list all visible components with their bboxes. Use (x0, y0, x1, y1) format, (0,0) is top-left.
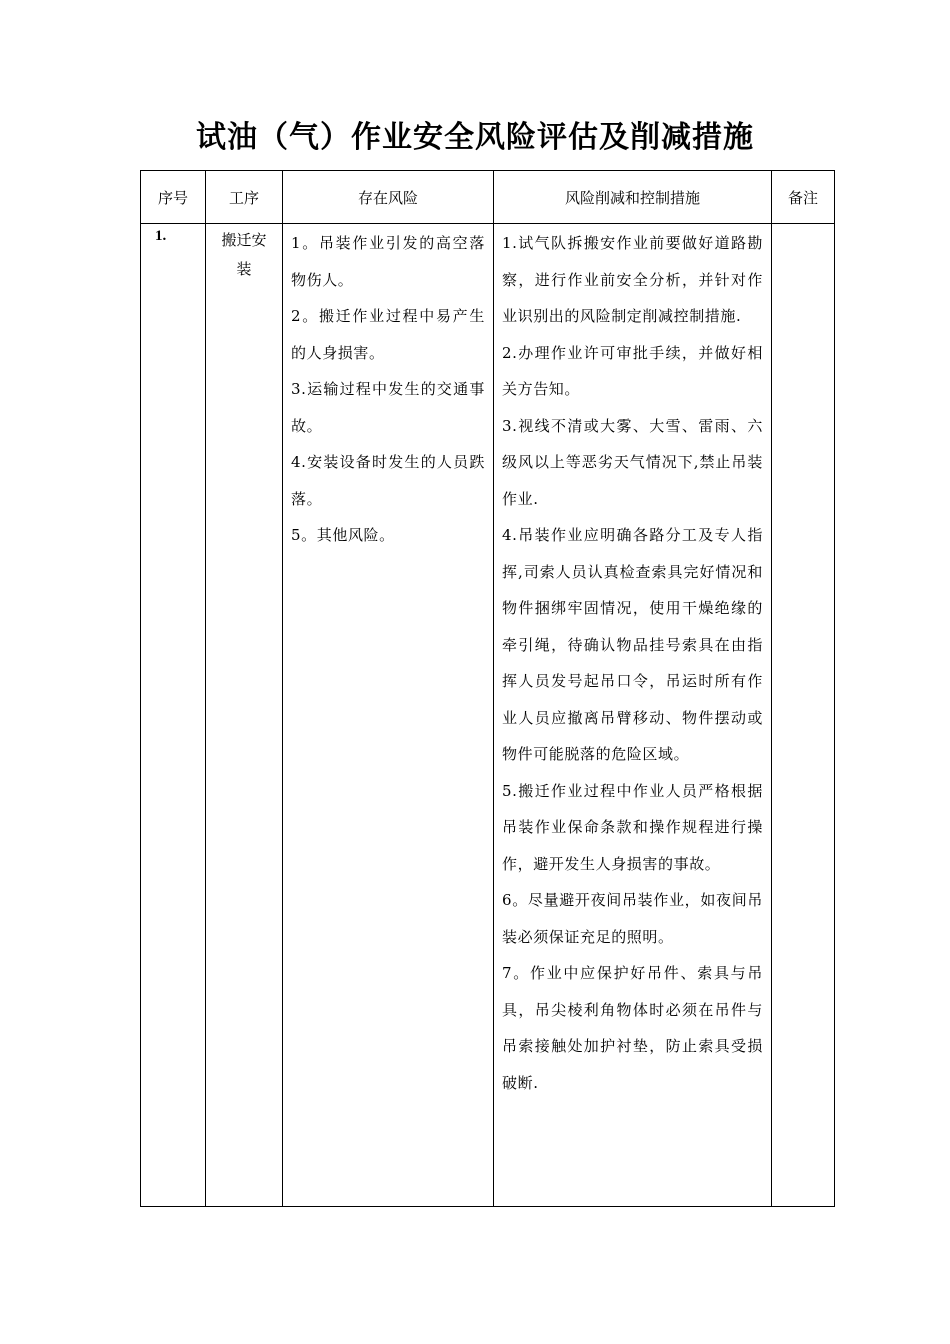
table-row (141, 224, 835, 1207)
risk-assessment-table (140, 170, 835, 1207)
header-seq: 序号 (141, 171, 206, 224)
measure-item: 5.搬迁作业过程中作业人员严格根据吊装作业保命条款和操作规程进行操作，避开发生人身损害的事故。 (502, 781, 763, 873)
risk-item: 2。搬迁作业过程中易产生的人身损害。 (291, 307, 485, 362)
header-risk: 存在风险 (283, 171, 494, 224)
table-header-row (141, 171, 835, 224)
header-process: 工序 (206, 171, 283, 224)
risk-item: 5。其他风险。 (291, 526, 395, 544)
measure-item: 6。尽量避开夜间吊装作业，如夜间吊装必须保证充足的照明。 (502, 891, 763, 946)
header-measures: 风险削减和控制措施 (494, 171, 772, 224)
measure-item: 2.办理作业许可审批手续，并做好相关方告知。 (502, 343, 763, 398)
measure-item: 1.试气队拆搬安作业前要做好道路勘察，进行作业前安全分析，并针对作业识别出的风险制定削减控制措施. (502, 234, 763, 325)
risk-item: 4.安装设备时发生的人员跌落。 (291, 453, 485, 508)
cell-measures (494, 224, 772, 1207)
cell-seq: 1. (141, 224, 206, 1207)
header-note: 备注 (772, 171, 835, 224)
risk-item: 1。吊装作业引发的高空落物伤人。 (291, 234, 485, 289)
measure-item: 4.吊装作业应明确各路分工及专人指挥,司索人员认真检查索具完好情况和物件捆绑牢固情况，使用干燥绝缘的牵引绳，待确认物品挂号索具在由指挥人员发号起吊口令，吊运时所有作业人员应撤离吊臂移动、物件摆动或物件可能脱落的危险区域。 (502, 526, 763, 763)
document-title: 试油（气）作业安全风险评估及削减措施 (196, 120, 754, 155)
cell-risks (283, 224, 494, 1207)
cell-note (772, 224, 835, 1207)
measure-item: 3.视线不清或大雾、大雪、雷雨、六级风以上等恶劣天气情况下,禁止吊装作业. (502, 416, 763, 508)
risk-item: 3.运输过程中发生的交通事故。 (291, 380, 485, 435)
measure-item: 7。作业中应保护好吊件、索具与吊具，吊尖棱利角物体时必须在吊件与吊索接触处加护衬垫，防止索具受损破断. (502, 964, 763, 1092)
cell-process: 搬迁安装 (206, 224, 283, 1207)
